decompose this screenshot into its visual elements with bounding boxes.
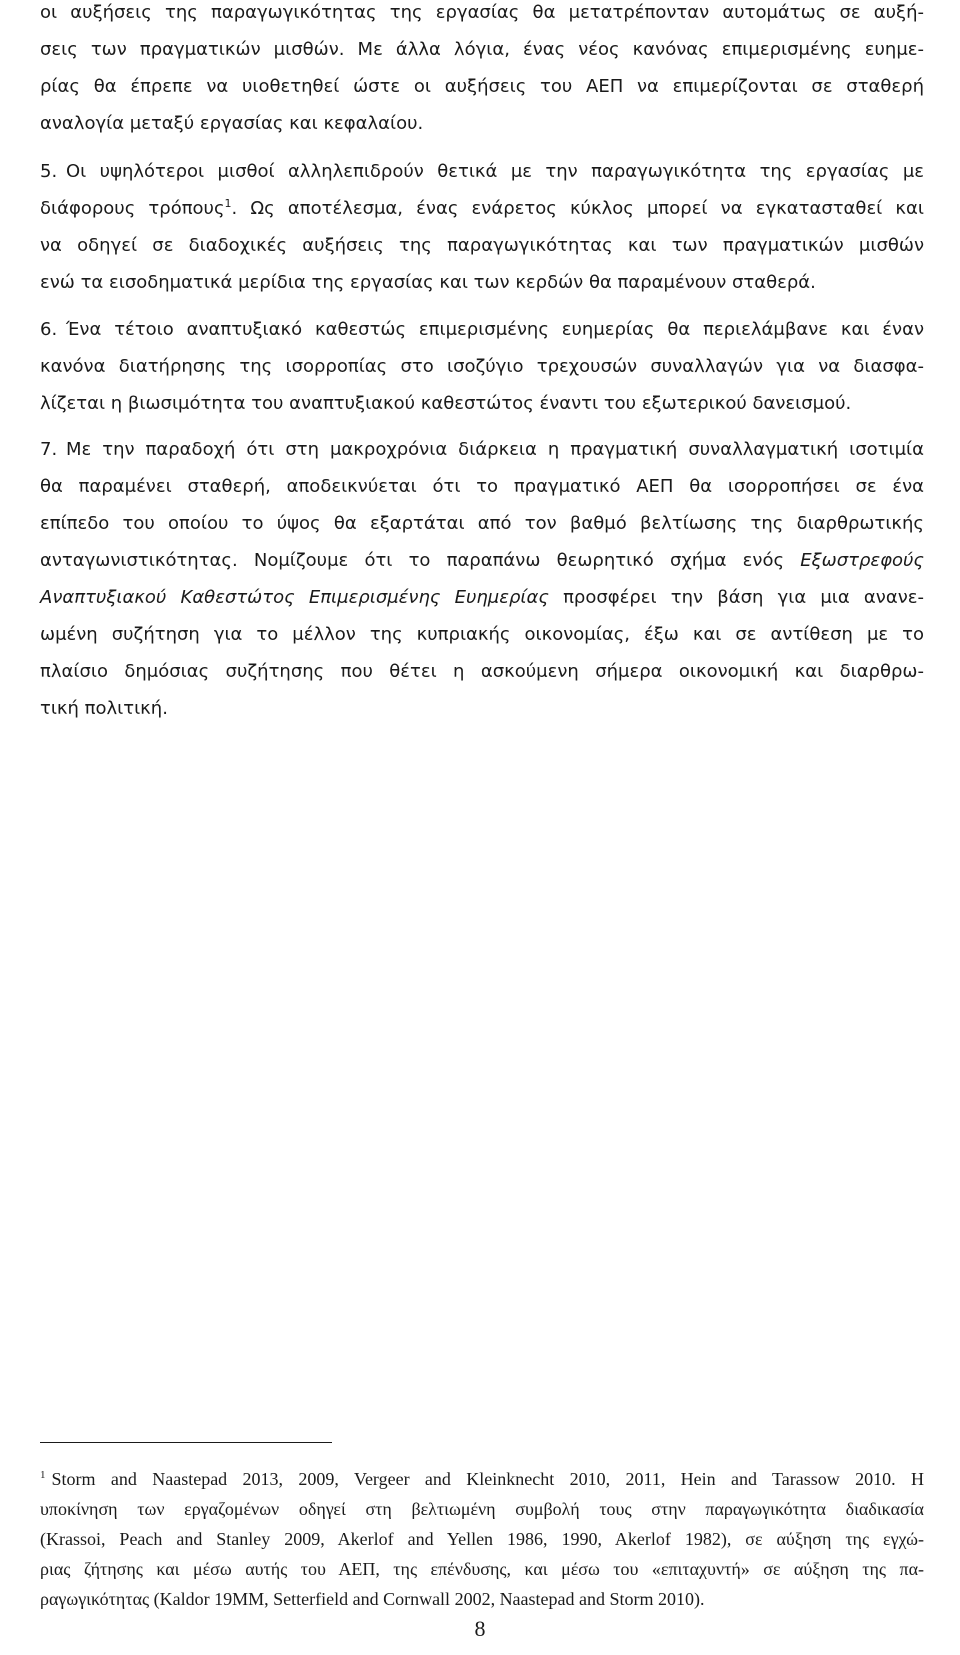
item-text: . Ως αποτέλεσμα, ένας ενάρετος κύκλος μπορεί να εγκατασταθεί και [231, 198, 924, 219]
footnote-marker: 1 [40, 1469, 46, 1481]
page-number: 8 [474, 1616, 486, 1641]
intro-paragraph [40, 0, 924, 142]
item-text: ενώ τα εισοδηματικά μερίδια της εργασίας και των κερδών θα παραμένουν σταθερά. [40, 272, 816, 293]
intro-line: οι αυξήσεις της παραγωγικότητας της εργασίας θα μετατρέπονταν αυτομάτως σε αυξή- [40, 2, 924, 23]
item-text: πλαίσιο δημόσιας συζήτησης που θέτει η ασκούμενη σήμερα οικονομική και διαρθρω- [40, 661, 924, 682]
intro-line: ρίας θα έπρεπε να υιοθετηθεί ώστε οι αυξήσεις του ΑΕΠ να επιμερίζονται σε σταθερή [40, 76, 924, 97]
italic-term: Εξωστρεφούς [800, 550, 924, 571]
item-text: ωμένη συζήτηση για το μέλλον της κυπριακής οικονομίας, έξω και σε αντίθεση με το [40, 624, 924, 645]
intro-line: σεις των πραγματικών μισθών. Με άλλα λόγια, ένας νέος κανόνας επιμερισμένης ευημε- [40, 39, 924, 60]
item-text: Οι υψηλότεροι μισθοί αλληλεπιδρούν θετικά με την παραγωγικότητα της εργασίας με [66, 161, 924, 182]
item-text: Με την παραδοχή ότι στη μακροχρόνια διάρκεια η πραγματική συναλλαγματική ισοτιμία [66, 439, 924, 460]
footnote-text: ραγωγικότητας (Kaldor 19MM, Setterfield and Cornwall 2002, Naastepad and Storm 2010). [40, 1589, 705, 1609]
footnote-text: Storm and Naastepad 2013, 2009, Vergeer and Kleinknecht 2010, 2011, Hein and Tarassow 2010. Η [51, 1469, 924, 1489]
list-item-6 [40, 311, 924, 422]
item-text: προσφέρει την βάση για μια ανανε- [563, 587, 924, 608]
item-text: Ένα τέτοιο αναπτυξιακό καθεστώς επιμερισμένης ευημερίας θα περιελάμβανε και έναν [66, 319, 924, 340]
item-number: 6. [40, 319, 58, 340]
item-number: 7. [40, 439, 58, 460]
footnote [40, 1464, 924, 1614]
item-text: επίπεδο του οποίου το ύψος θα εξαρτάται από τον βαθμό βελτίωσης της διαρθρωτικής [40, 513, 924, 534]
item-text: τική πολιτική. [40, 698, 168, 719]
list-item-7 [40, 431, 924, 727]
item-text: να οδηγεί σε διαδοχικές αυξήσεις της παραγωγικότητας και των πραγματικών μισθών [40, 235, 924, 256]
footnote-text: ριας ζήτησης και μέσω αυτής του ΑΕΠ, της επένδυσης, και μέσω του «επιταχυντή» σε αύξηση της πα- [40, 1559, 924, 1579]
item-text: θα παραμένει σταθερή, αποδεικνύεται ότι το πραγματικό ΑΕΠ θα ισορροπήσει σε ένα [40, 476, 924, 497]
footnote-text: υποκίνηση των εργαζομένων οδηγεί στη βελτιωμένη συμβολή τους στην παραγωγικότητα διαδικασία [40, 1499, 924, 1519]
footnote-text: (Krassoi, Peach and Stanley 2009, Akerlof and Yellen 1986, 1990, Akerlof 1982), σε αύξηση της εγχώ- [40, 1529, 924, 1549]
item-text: κανόνα διατήρησης της ισορροπίας στο ισοζύγιο τρεχουσών συναλλαγών για να διασφα- [40, 356, 924, 377]
footnote-separator [40, 1442, 332, 1443]
item-text: λίζεται η βιωσιμότητα του αναπτυξιακού καθεστώτος έναντι του εξωτερικού δανεισμού. [40, 393, 852, 414]
list-item-5 [40, 153, 924, 301]
item-text: ανταγωνιστικότητας. Νομίζουμε ότι το παραπάνω θεωρητικό σχήμα ενός [40, 550, 785, 571]
italic-term: Αναπτυξιακού Καθεστώτος Επιμερισμένης Ευημερίας [40, 587, 549, 608]
item-number: 5. [40, 161, 58, 182]
item-text: διάφορους τρόπους [40, 198, 225, 219]
footnote-reference[interactable]: 1 [224, 197, 232, 210]
intro-line: αναλογία μεταξύ εργασίας και κεφαλαίου. [40, 113, 424, 134]
